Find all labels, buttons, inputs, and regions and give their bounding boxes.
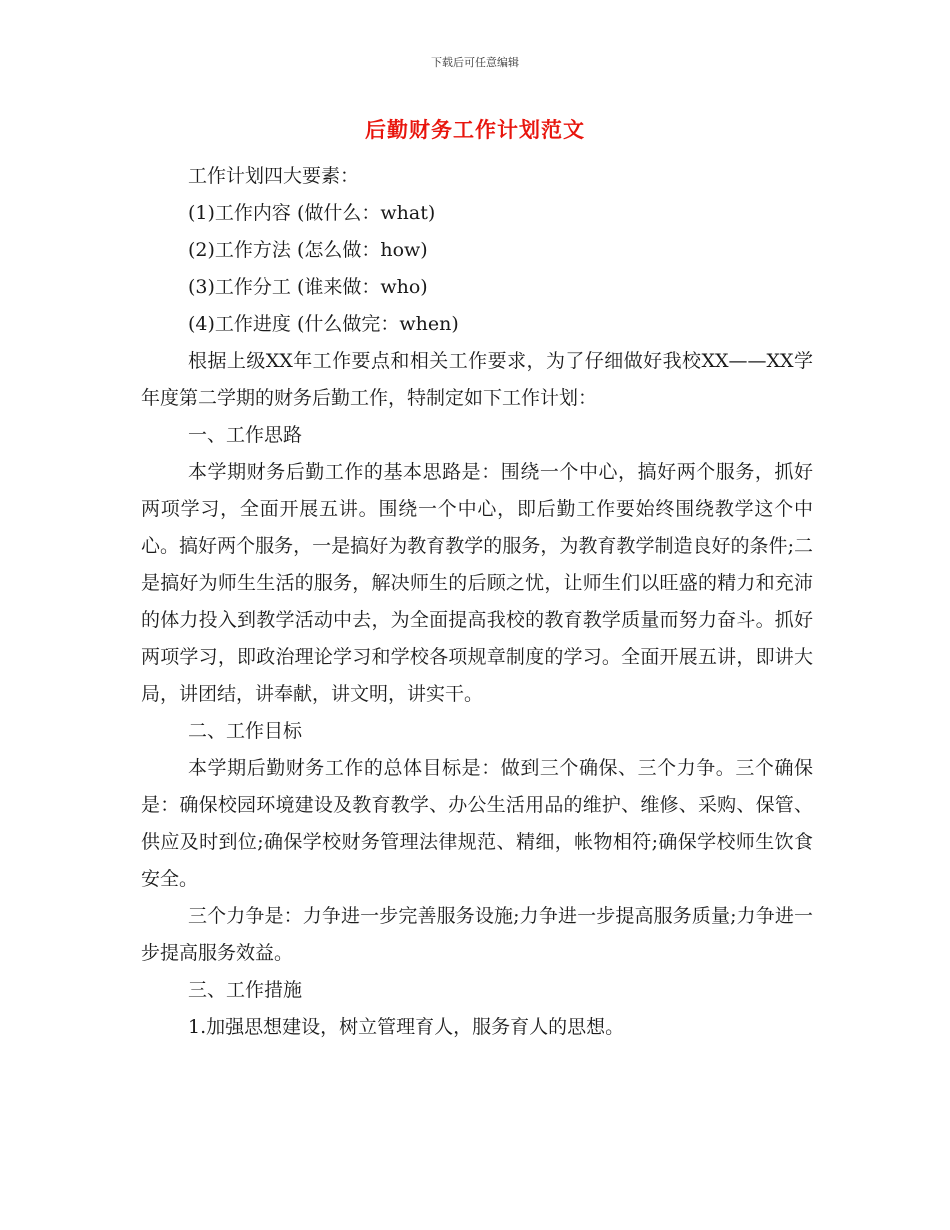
document-title: 后勤财务工作计划范文	[365, 118, 585, 142]
header-note: 下载后可任意编辑	[431, 56, 519, 69]
paragraph-strive: 三个力争是：力争进一步完善服务设施;力争进一步提高服务质量;力争进一步提高服务效益。	[141, 905, 813, 964]
paragraph-measure-1: 1.加强思想建设，树立管理育人，服务育人的思想。	[188, 1016, 625, 1038]
paragraph-goals: 本学期后勤财务工作的总体目标是：做到三个确保、三个力争。三个确保是：确保校园环境建设及教育教学、办公生活用品的维护、维修、采购、保管、供应及时到位;确保学校财务管理法律规范、精细，帐物相符;确保学校师生饮食安全。	[141, 757, 813, 890]
section-heading-goals: 二、工作目标	[188, 720, 303, 742]
list-item-progress: (4)工作进度 (什么做完：when)	[188, 313, 459, 335]
section-heading-ideas: 一、工作思路	[188, 424, 303, 446]
list-item-division: (3)工作分工 (谁来做：who)	[188, 276, 428, 298]
list-item-method: (2)工作方法 (怎么做：how)	[188, 239, 428, 261]
paragraph-elements-intro: 工作计划四大要素：	[188, 165, 360, 187]
paragraph-ideas: 本学期财务后勤工作的基本思路是：围绕一个中心，搞好两个服务，抓好两项学习，全面开展五讲。围绕一个中心，即后勤工作要始终围绕教学这个中心。搞好两个服务，一是搞好为教育教学的服务，为教育教学制造良好的条件;二是搞好为师生生活的服务，解决师生的后顾之忧，让师生们以旺盛的精力和充沛的体力投入到教学活动中去，为全面提高我校的教育教学质量而努力奋斗。抓好两项学习，即政治理论学习和学校各项规章制度的学习。全面开展五讲，即讲大局，讲团结，讲奉献，讲文明，讲实干。	[141, 461, 813, 705]
document-body	[141, 158, 813, 1046]
paragraph-intro: 根据上级XX年工作要点和相关工作要求，为了仔细做好我校XX——XX学年度第二学期的财务后勤工作，特制定如下工作计划：	[141, 350, 813, 409]
list-item-content: (1)工作内容 (做什么：what)	[188, 202, 436, 224]
section-heading-measures: 三、工作措施	[188, 979, 303, 1001]
